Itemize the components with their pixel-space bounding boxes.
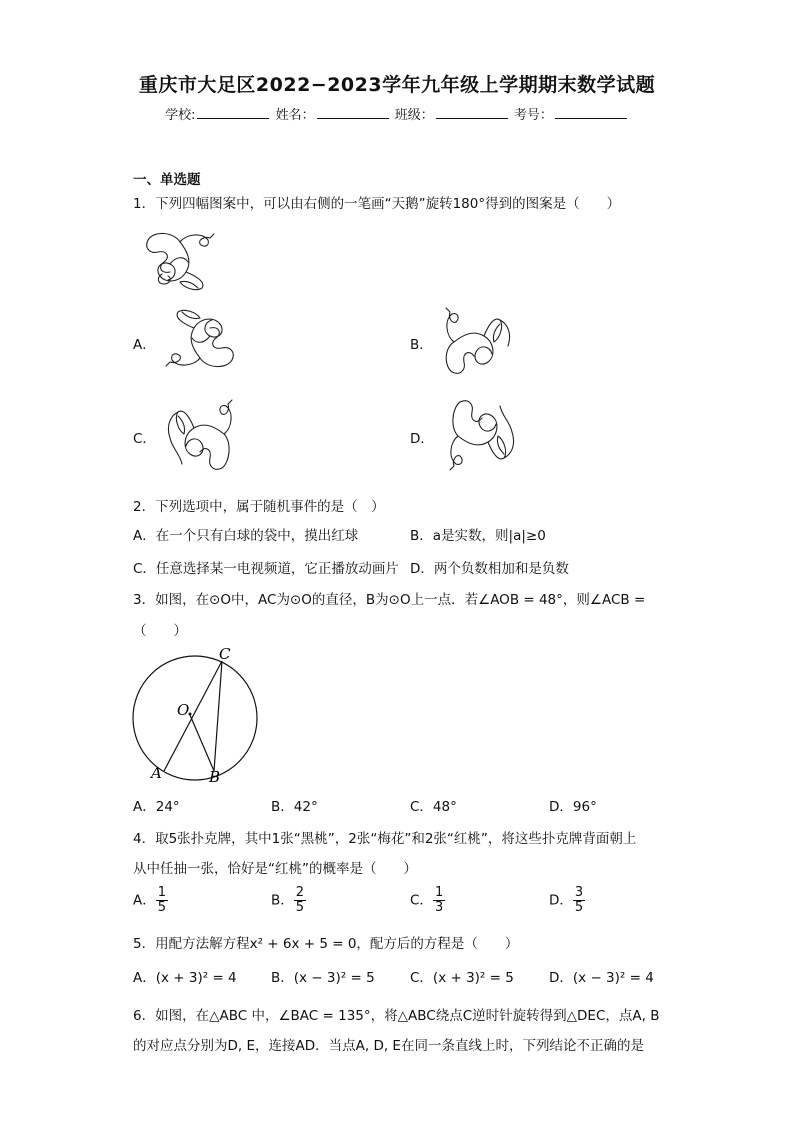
swan-option-c-icon	[162, 398, 238, 474]
school-blank[interactable]	[197, 106, 269, 119]
name-blank[interactable]	[317, 106, 389, 119]
question-2-stem: 2．下列选项中，属于随机事件的是（ ）	[133, 499, 385, 515]
q5-option-a[interactable]: A．(x + 3)² = 4	[133, 970, 237, 986]
q4-option-a[interactable]: A． $\frac{1}{5}$	[133, 885, 167, 915]
segment-cb	[214, 661, 222, 771]
question-3-stem: 3．如图，在⊙O中，AC为⊙O的直径，B为⊙O上一点．若∠AOB = 48°，则∠ACB =	[133, 592, 646, 608]
student-info-line	[0, 104, 794, 123]
q1-option-d-label[interactable]: D．	[410, 431, 434, 447]
question-5-stem: 5．用配方法解方程x² + 6x + 5 = 0，配方后的方程是（ ）	[133, 936, 519, 952]
q2-option-b[interactable]: B．a是实数，则|a|≥0	[410, 528, 546, 544]
q1-option-c-label[interactable]: C．	[133, 431, 156, 447]
name-label: 姓名：	[275, 108, 315, 123]
q3-option-c[interactable]: C．48°	[410, 799, 457, 815]
number-label: 考号：	[513, 108, 553, 123]
school-label: 学校:	[165, 108, 196, 123]
circle-diagram	[130, 645, 270, 785]
q4-option-c[interactable]: C． $\frac{1}{3}$	[410, 885, 444, 915]
q3-option-a[interactable]: A．24°	[133, 799, 180, 815]
diameter-ac	[164, 661, 222, 771]
question-4-stem-cont: 从中任抽一张，恰好是“红桃”的概率是（ ）	[133, 861, 417, 877]
label-o: O	[177, 701, 190, 719]
q4-option-d[interactable]: D． $\frac{3}{5}$	[549, 885, 584, 915]
q3-option-b[interactable]: B．42°	[271, 799, 318, 815]
page-title: 重庆市大足区2022−2023学年九年级上学期期末数学试题	[138, 74, 656, 96]
q2-option-d[interactable]: D．两个负数相加和是负数	[410, 561, 569, 577]
class-blank[interactable]	[436, 106, 508, 119]
question-1-stem: 1．下列四幅图案中，可以由右侧的一笔画“天鹅”旋转180°得到的图案是（ ）	[133, 196, 621, 212]
number-blank[interactable]	[555, 106, 627, 119]
q5-option-c[interactable]: C．(x + 3)² = 5	[410, 970, 514, 986]
swan-option-a-icon	[160, 306, 240, 374]
q4-option-b[interactable]: B． $\frac{2}{5}$	[271, 885, 305, 915]
question-6-stem: 6．如图，在△ABC 中，∠BAC = 135°，将△ABC绕点C逆时针旋转得到△DEC，点A, B	[133, 1008, 660, 1024]
label-b: B	[209, 768, 221, 786]
question-6-stem-cont: 的对应点分别为D, E，连接AD．当点A, D, E在同一条直线上时，下列结论不正确的是	[133, 1038, 644, 1054]
q1-option-a-label[interactable]: A．	[133, 337, 156, 353]
q1-option-b-label[interactable]: B．	[410, 337, 433, 353]
label-c: C	[219, 645, 231, 663]
swan-figure-original	[140, 226, 220, 294]
segment-ob	[190, 715, 214, 771]
section-heading: 一、单选题	[133, 172, 201, 188]
question-4-stem: 4．取5张扑克牌，其中1张“黑桃”，2张“梅花”和2张“红桃”，将这些扑克牌背面朝上	[133, 831, 637, 847]
question-3-stem-cont: （ ）	[133, 623, 187, 639]
swan-option-d-icon	[444, 394, 520, 474]
class-label: 班级：	[394, 108, 434, 123]
q2-option-a[interactable]: A．在一个只有白球的袋中，摸出红球	[133, 528, 359, 544]
q5-option-b[interactable]: B．(x − 3)² = 5	[271, 970, 375, 986]
q2-option-c[interactable]: C．任意选择某一电视频道，它正播放动画片	[133, 561, 399, 577]
q5-option-d[interactable]: D．(x − 3)² = 4	[549, 970, 654, 986]
label-a: A	[151, 764, 162, 782]
swan-option-b-icon	[438, 306, 518, 378]
q3-option-d[interactable]: D．96°	[549, 799, 597, 815]
circle-o	[133, 656, 257, 780]
